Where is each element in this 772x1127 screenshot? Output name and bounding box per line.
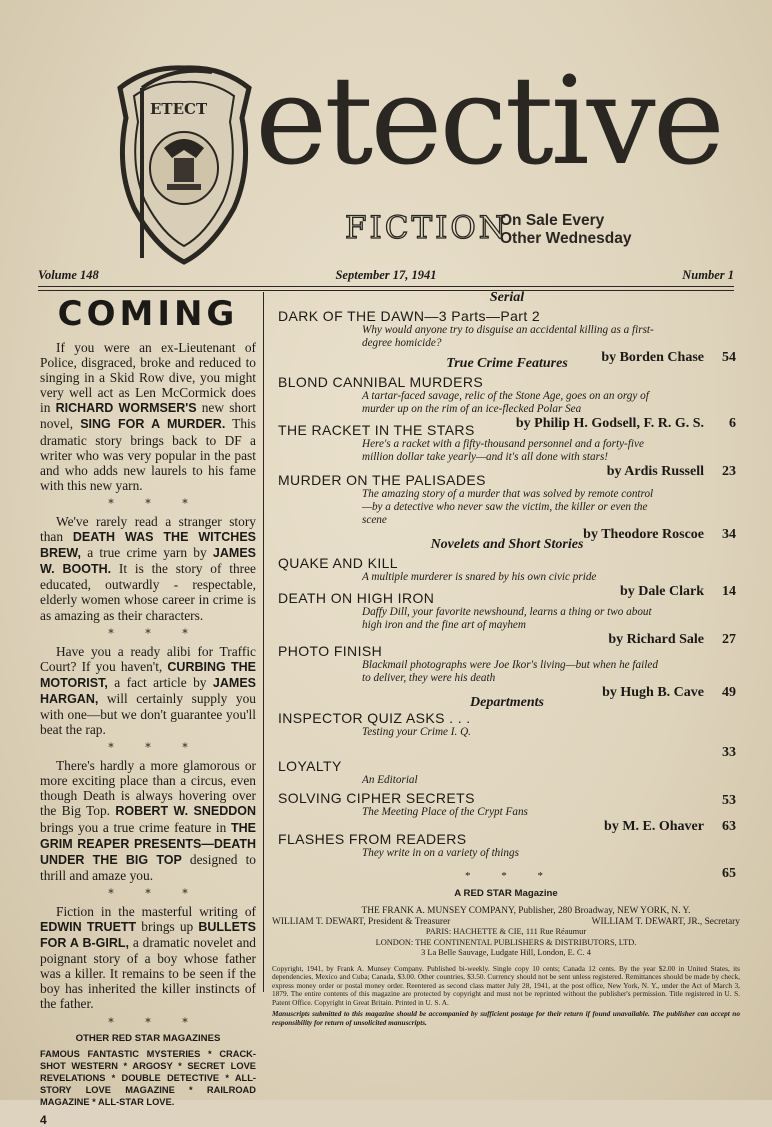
story-page-number: 54	[722, 350, 736, 365]
story-description: A multiple murderer is snared by his own civic pride	[362, 571, 597, 583]
story-description: They write in on a variety of things	[362, 847, 519, 859]
coming-text: brings up	[136, 919, 199, 934]
london-address: 3 La Belle Sauvage, Ludgate Hill, London, E. C. 4	[421, 948, 591, 957]
coming-text: If you were an ex-Lieutenant of Police, disgraced, broke and reduced to singing in a Skid Row dive, you might very well act as Len McCormick does in	[40, 340, 256, 416]
contents-entry	[278, 590, 736, 648]
story-title: DEATH ON HIGH IRON	[278, 590, 435, 606]
officer-left: WILLIAM T. DEWART, President & Treasurer	[272, 916, 451, 927]
coming-text: a dramatic novelet and poignant story of a boy whose father was a killer. It remains to be seen if the boy has inherited the killer instincts of the father.	[40, 935, 256, 1012]
story-page-number: 33	[722, 745, 736, 760]
story-page-number: 27	[722, 632, 736, 647]
coming-heading: COMING	[57, 294, 239, 334]
stars-divider: * * *	[108, 626, 202, 640]
top-rule	[38, 286, 734, 287]
coming-highlight: EDWIN TRUETT	[40, 920, 137, 934]
coming-paragraph	[40, 758, 256, 883]
story-author: by Dale Clark	[620, 584, 704, 599]
coming-text: a fact article by	[107, 674, 213, 690]
coming-text: a true crime yarn by	[80, 545, 213, 561]
contents-entry	[278, 308, 736, 366]
story-page-number: 14	[722, 584, 736, 599]
story-author: by Richard Sale	[608, 632, 704, 647]
story-description: Here's a racket with a fifty-thousand personnel and a forty-five million dollar take yearly—and it's all done with stars!	[362, 438, 644, 463]
story-page-number: 53	[722, 793, 736, 808]
story-title: BLOND CANNIBAL MURDERS	[278, 374, 484, 390]
story-description: An Editorial	[362, 774, 418, 786]
story-page-number: 65	[722, 866, 736, 881]
coming-text: This dramatic story brings back to DF a writer who was very popular in the past and who adds new laurels to his fame with this new yarn.	[40, 416, 256, 493]
story-description: Blackmail photographs were Joe Ikor's living—but when he failed to deliver, they were his death	[362, 659, 658, 684]
officers-line	[272, 917, 740, 928]
page-number: 4	[40, 1112, 47, 1127]
coming-highlight: RICHARD WORMSER'S	[55, 401, 197, 416]
story-title: SOLVING CIPHER SECRETS	[278, 790, 475, 806]
coming-highlight: JAMES HARGAN,	[40, 675, 256, 706]
story-description: The Meeting Place of the Crypt Fans	[362, 806, 528, 818]
coming-paragraph	[40, 514, 256, 623]
london-line: LONDON: THE CONTINENTAL PUBLISHERS & DISTRIBUTORS, LTD.	[375, 937, 637, 947]
copyright-notice: Copyright, 1941, by Frank A. Munsey Company. Published bi-weekly. Single copy 10 cents; Canada 12 cents. By the year $2.00 in United States, its dependencies, Mexico and Cuba; Canada, $3.00. Other countries, $3.50. Currency should not be sent unless registered. Remittances should be made by check, express money order or postal money order. Reentered as second class matter July 28, 1941, at the post office, New York, N. Y., under the Act of March 3, 1879. The entire contents of this magazine are protected by copyright and must not be reprinted without the publisher's permission. Title registered in U. S. Patent Office. Copyright in Great Britain. Printed in U. S. A.	[272, 963, 740, 1007]
story-page-number: 23	[722, 464, 736, 479]
coming-text: Have you a ready alibi for Traffic Court? If you haven't,	[40, 643, 256, 674]
section-novelets: Novelets and Short Stories	[430, 537, 584, 552]
issue-number: Number 1	[682, 268, 734, 282]
story-title: THE RACKET IN THE STARS	[278, 422, 475, 438]
publisher-line: THE FRANK A. MUNSEY COMPANY, Publisher, 280 Broadway, NEW YORK, N. Y.	[361, 906, 691, 916]
issue-date: September 17, 1941	[335, 268, 437, 282]
author-line	[278, 350, 736, 366]
footer-stars: * * *	[465, 870, 557, 882]
story-author: by Theodore Roscoe	[583, 527, 704, 542]
story-title: PHOTO FINISH	[278, 643, 383, 659]
coming-text: brings you a true crime feature in	[40, 819, 231, 835]
section-true-crime: True Crime Features	[446, 356, 568, 371]
contents-entry	[278, 710, 736, 761]
story-description: Daffy Dill, your favorite newshound, learns a thing or two about high iron and the fine art of mayhem	[362, 606, 652, 631]
story-author: by M. E. Ohaver	[604, 819, 704, 834]
coming-highlight: JAMES W. BOOTH.	[40, 546, 256, 577]
officer-right: WILLIAM T. DEWART, JR., Secretary	[591, 916, 740, 927]
coming-paragraph	[40, 904, 256, 1012]
story-page-number: 6	[729, 416, 736, 431]
coming-text: new short novel,	[40, 400, 256, 432]
badge-text: ETECT	[150, 100, 208, 118]
story-title: QUAKE AND KILL	[278, 555, 398, 571]
contents-entry	[278, 643, 736, 701]
story-author: by Philip H. Godsell, F. R. G. S.	[515, 416, 704, 431]
coming-highlight: CURBING THE MOTORIST,	[40, 659, 256, 690]
coming-highlight: BULLETS FOR A B-GIRL,	[40, 920, 256, 951]
coming-highlight: ROBERT W. SNEDDON	[115, 804, 256, 819]
story-title: MURDER ON THE PALISADES	[278, 472, 486, 488]
masthead-title: etective	[255, 50, 722, 192]
other-magazines-list: FAMOUS FANTASTIC MYSTERIES * CRACK-SHOT WESTERN * ARGOSY * SECRET LOVE REVELATIONS * DOUBLE DETECTIVE * ALL-STORY LOVE MAGAZINE * RAILROAD MAGAZINE * ALL-STAR LOVE.	[40, 1048, 256, 1108]
coming-paragraphs	[40, 340, 256, 1012]
column-divider	[263, 292, 264, 992]
publisher-block	[272, 906, 740, 959]
coming-text: We've rarely read a stranger story than	[40, 513, 256, 545]
story-author: by Borden Chase	[601, 350, 704, 365]
coming-text: There's hardly a more glamorous or more exciting place than a circus, even though Death is always hovering over the Big Top.	[40, 758, 256, 819]
story-title: DARK OF THE DAWN—3 Parts—Part 2	[278, 308, 541, 324]
coming-highlight: DEATH WAS THE WITCHES BREW,	[40, 530, 256, 561]
manuscripts-notice: Manuscripts submitted to this magazine should be accompanied by sufficient postage for their return if found unavailable. The publisher can accept no responsibility for return of unsolicited manuscripts.	[272, 1009, 740, 1027]
story-author: by Hugh B. Cave	[602, 685, 704, 700]
coming-text: Fiction in the masterful writing of	[56, 903, 256, 919]
stars-divider: * * *	[108, 1015, 202, 1029]
contents-entry	[278, 472, 736, 543]
other-magazines-heading: OTHER RED STAR MAGAZINES	[75, 1032, 221, 1044]
story-page-number: 49	[722, 685, 736, 700]
coming-highlight: SING FOR A MURDER.	[80, 417, 226, 432]
story-page-number: 34	[722, 527, 736, 542]
coming-paragraph	[40, 340, 256, 493]
author-line	[278, 527, 736, 543]
story-description: Why would anyone try to disguise an accidental killing as a first-degree homicide?	[362, 324, 654, 349]
volume-label: Volume 148	[38, 268, 99, 282]
coming-paragraph	[40, 644, 256, 738]
story-description: Testing your Crime I. Q.	[362, 726, 471, 738]
story-page-number: 63	[722, 819, 736, 834]
coming-highlight: THE GRIM REAPER PRESENTS—DEATH UNDER THE BIG TOP	[40, 820, 256, 867]
section-serial: Serial	[489, 290, 525, 305]
story-description: The amazing story of a murder that was solved by remote control—by a detective who never saw the victim, the killer or even the scene	[362, 488, 654, 526]
masthead-subtitle: FICTION	[345, 210, 509, 246]
on-sale-notice: On Sale Every Other Wednesday	[500, 212, 632, 247]
section-departments: Departments	[470, 695, 544, 710]
stars-divider: * * *	[108, 496, 202, 510]
story-author: by Ardis Russell	[606, 464, 704, 479]
stars-divider: * * *	[108, 886, 202, 900]
paris-line: PARIS: HACHETTE & CIE, 111 Rue Réaumur	[425, 927, 587, 936]
stars-divider: * * *	[108, 741, 202, 755]
story-description: A tartar-faced savage, relic of the Stone Age, goes on an orgy of murder up on the rim of an ice-flecked Polar Sea	[362, 390, 649, 415]
detective-badge-logo	[112, 58, 257, 266]
story-title: FLASHES FROM READERS	[278, 831, 467, 847]
red-star-label: A RED STAR Magazine	[454, 888, 558, 899]
issue-line	[38, 268, 734, 286]
author-line	[278, 685, 736, 701]
coming-text: will certainly supply you with one—but we don't guarantee you'll beat the rap.	[40, 690, 256, 738]
publisher-footer	[272, 870, 740, 1027]
coming-text: It is the story of three educated, outwardly - respectable, elderly women whose career in crime is as amazing as their characters.	[40, 561, 256, 623]
story-title: INSPECTOR QUIZ ASKS . . .	[278, 710, 471, 726]
story-title: LOYALTY	[278, 758, 342, 774]
coming-text: designed to thrill and amaze you.	[40, 851, 256, 883]
contents-entry	[278, 790, 736, 835]
coming-column	[40, 294, 256, 1127]
